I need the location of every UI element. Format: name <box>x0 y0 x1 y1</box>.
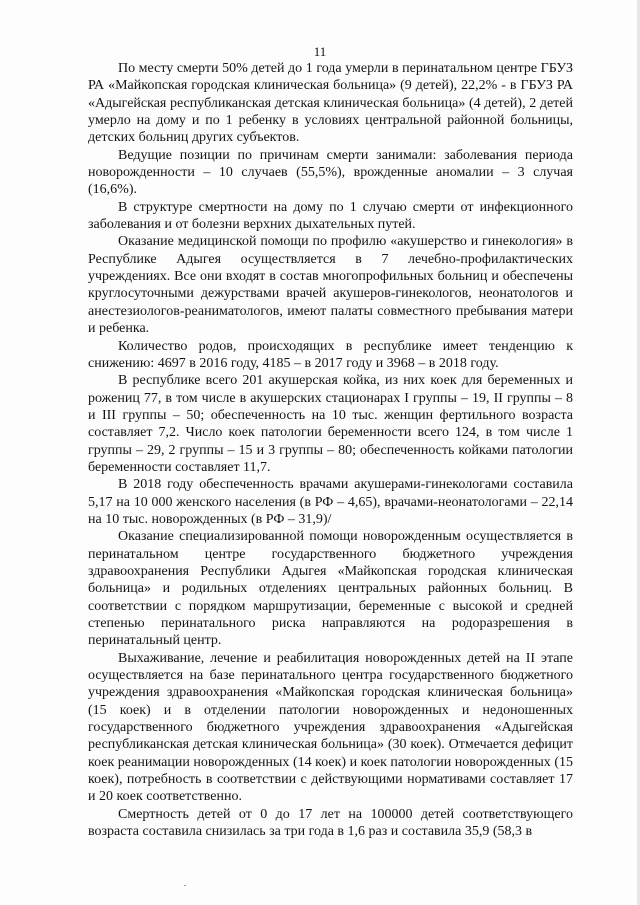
page-number: 11 <box>313 44 327 59</box>
paragraph-mortality-location: По месту смерти 50% детей до 1 года умерли в перинатальном центре ГБУЗ РА «Майкопская городская клиническая больница» (9 детей), 22,2% - в ГБУЗ РА «Адыгейская республиканская детская клиническая больница» (4 детей), 2 детей умерло на дому и по 1 ребенку в условиях центральной районной больницы, детских больниц других субъектов. <box>88 61 573 146</box>
paragraph-obstetric-beds: В республике всего 201 акушерская койка, из них коек для беременных и рожениц 77, в том числе в акушерских стационарах I группы – 19, II группы – 8 и III группы – 50; обеспеченность на 10 тыс. женщин фертильного возраста составляет 7,2. Число коек патологии беременности всего 124, в том числе 1 группы – 29, 2 группы – 15 и 3 группы – 80; обеспеченность койками патологии беременности составляет 11,7. <box>88 373 573 475</box>
scan-speck <box>184 885 186 886</box>
paragraph-births-count: Количество родов, происходящих в республике имеет тенденцию к снижению: 4697 в 2016 году, 4185 – в 2017 году и 3968 – в 2018 году. <box>88 338 573 371</box>
paragraph-neonatal-nursing: Выхаживание, лечение и реабилитация новорожденных детей на II этапе осуществляется на базе перинатального центра государственного бюджетного учреждения здравоохранения «Майкопская городская клиническая больница» (15 коек) и в отделении патологии новорожденных и недоношенных государственного бюджетного учреждения здравоохранения «Адыгейская республиканская детская клиническая больница» (30 коек). Отмечается дефицит коек реанимации новорожденных (14 коек) и коек патологии новорожденных (15 коек), потребность в соответствии с действующими нормативами составляет 17 и 20 коек соответственно. <box>88 650 573 805</box>
paragraph-home-mortality: В структуре смертности на дому по 1 случаю смерти от инфекционного заболевания и от болезни верхних дыхательных путей. <box>88 199 573 233</box>
paragraph-neonatal-specialized-care: Оказание специализированной помощи новорожденным осуществляется в перинатальном центре государственного бюджетного учреждения здравоохранения Республики Адыгея «Майкопская городская клиническая больница» и родильных отделениях центральных районных больниц. В соответствии с порядком маршрутизации, беременные с высокой и средней степенью перинатального риска направляются на родоразрешения в перинатальный центр. <box>88 529 573 649</box>
document-body <box>88 60 573 840</box>
paragraph-obstetric-care: Оказание медицинской помощи по профилю «акушерство и гинекология» в Республике Адыгея осуществляется в 7 лечебно-профилактических учреждениях. Все они входят в состав многопрофильных больниц и обеспечены круглосуточными дежурствами врачей акушеров-гинекологов, неонатологов и анестезиологов-реаниматологов, имеют палаты совместного пребывания матери и ребенка. <box>88 234 573 337</box>
paragraph-child-mortality: Смертность детей от 0 до 17 лет на 100000 детей соответствующего возраста составила снизилась за три года в 1,6 раз и составила 35,9 (58,3 в <box>88 806 573 840</box>
paragraph-doctor-provision: В 2018 году обеспеченность врачами акушерами-гинекологами составила 5,17 на 10 000 женского населения (в РФ – 4,65), врачами-неонатологами – 22,14 на 10 тыс. новорожденных (в РФ – 31,9)/ <box>88 477 573 527</box>
paragraph-causes-of-death: Ведущие позиции по причинам смерти занимали: заболевания периода новорожденности – 10 случаев (55,5%), врожденные аномалии – 3 случая (16,6%). <box>88 147 573 198</box>
